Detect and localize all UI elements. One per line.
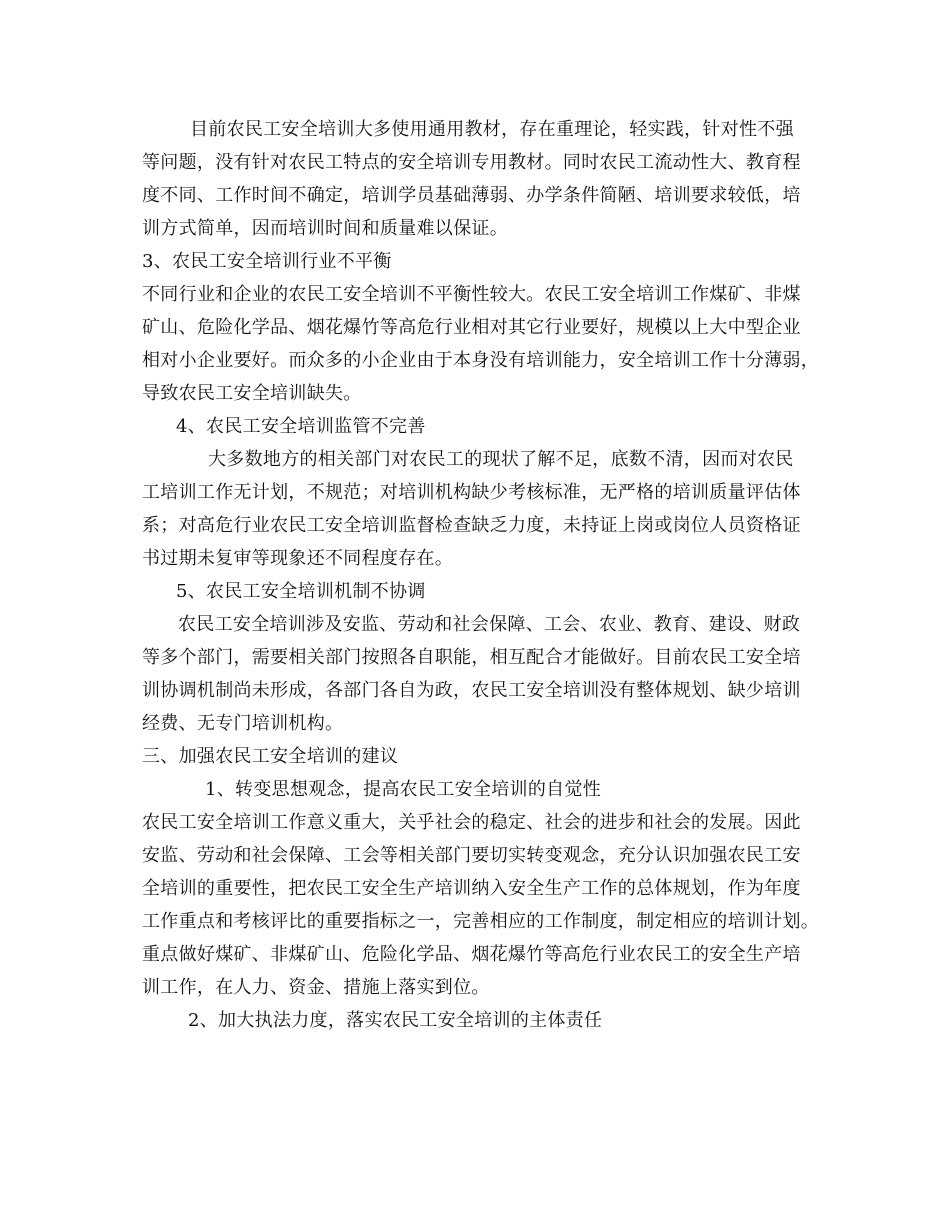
paragraph-line: 农民工安全培训工作意义重大，关乎社会的稳定、社会的进步和社会的发展。因此 (142, 812, 801, 833)
paragraph-line: 相对小企业要好。而众多的小企业由于本身没有培训能力，安全培训工作十分薄弱， (142, 350, 820, 371)
paragraph-line: 农民工安全培训涉及安监、劳动和社会保障、工会、农业、教育、建设、财政 (178, 614, 801, 635)
paragraph-line: 目前农民工安全培训大多使用通用教材，存在重理论，轻实践，针对性不强 (190, 119, 794, 140)
subsection-heading: 2、加大执法力度，落实农民工安全培训的主体责任 (188, 1010, 603, 1031)
paragraph-line: 导致农民工安全培训缺失。 (142, 383, 362, 404)
section-heading: 4、农民工安全培训监管不完善 (176, 416, 426, 437)
paragraph-line: 矿山、危险化学品、烟花爆竹等高危行业相对其它行业要好，规模以上大中型企业 (142, 317, 801, 338)
paragraph-line: 训工作，在人力、资金、措施上落实到位。 (142, 977, 490, 998)
paragraph-line: 系；对高危行业农民工安全培训监督检查缺乏力度，未持证上岗或岗位人员资格证 (142, 515, 801, 536)
section-heading: 5、农民工安全培训机制不协调 (176, 581, 426, 602)
paragraph-line: 经费、无专门培训机构。 (142, 713, 344, 734)
paragraph-line: 工作重点和考核评比的重要指标之一，完善相应的工作制度，制定相应的培训计划。 (142, 911, 820, 932)
paragraph-line: 等多个部门，需要相关部门按照各自职能，相互配合才能做好。目前农民工安全培 (142, 647, 801, 668)
paragraph-line: 重点做好煤矿、非煤矿山、危险化学品、烟花爆竹等高危行业农民工的安全生产培 (142, 944, 801, 965)
paragraph-line: 工培训工作无计划，不规范；对培训机构缺少考核标准，无严格的培训质量评估体 (142, 482, 801, 503)
paragraph-line: 等问题，没有针对农民工特点的安全培训专用教材。同时农民工流动性大、教育程 (142, 152, 801, 173)
paragraph-line: 全培训的重要性，把农民工安全生产培训纳入安全生产工作的总体规划，作为年度 (142, 878, 801, 899)
paragraph-line: 训协调机制尚未形成，各部门各自为政，农民工安全培训没有整体规划、缺少培训 (142, 680, 801, 701)
paragraph-line: 度不同、工作时间不确定，培训学员基础薄弱、办学条件简陋、培训要求较低，培 (142, 185, 801, 206)
paragraph-line: 安监、劳动和社会保障、工会等相关部门要切实转变观念，充分认识加强农民工安 (142, 845, 801, 866)
section-heading: 三、加强农民工安全培训的建议 (142, 746, 399, 767)
subsection-heading: 1、转变思想观念，提高农民工安全培训的自觉性 (205, 779, 602, 800)
paragraph-line: 大多数地方的相关部门对农民工的现状了解不足，底数不清，因而对农民 (208, 449, 794, 470)
paragraph-line: 不同行业和企业的农民工安全培训不平衡性较大。农民工安全培训工作煤矿、非煤 (142, 284, 801, 305)
paragraph-line: 书过期未复审等现象还不同程度存在。 (142, 548, 454, 569)
paragraph-line: 训方式简单，因而培训时间和质量难以保证。 (142, 218, 508, 239)
section-heading: 3、农民工安全培训行业不平衡 (142, 251, 392, 272)
